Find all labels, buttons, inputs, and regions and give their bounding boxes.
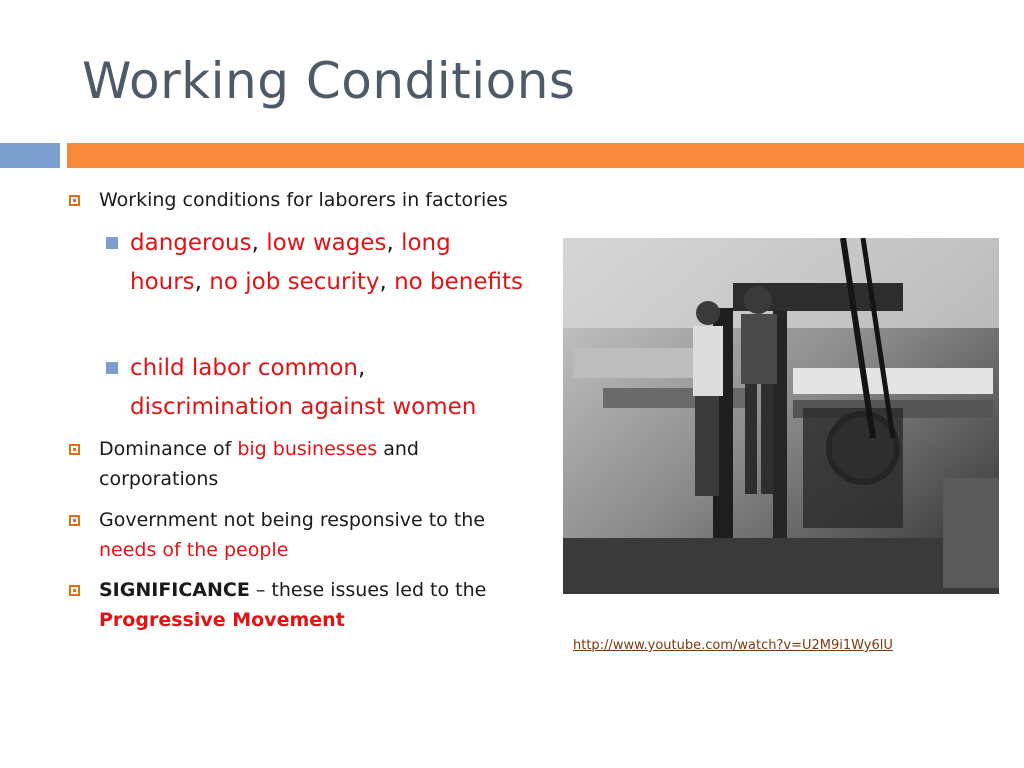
seg: Government not being responsive to the bbox=[99, 509, 486, 531]
square-bullet-icon bbox=[69, 195, 80, 206]
accent-bar-blue bbox=[0, 143, 60, 168]
seg: needs of the people bbox=[99, 539, 289, 561]
square-bullet-icon bbox=[69, 515, 80, 526]
square-bullet-icon bbox=[69, 585, 80, 596]
seg: , bbox=[251, 230, 267, 256]
seg: , bbox=[358, 355, 366, 381]
seg: dangerous bbox=[130, 230, 252, 256]
seg: SIGNIFICANCE bbox=[99, 579, 250, 601]
seg: , bbox=[386, 230, 402, 256]
seg: no benefits bbox=[394, 269, 524, 295]
seg: Dominance of bbox=[99, 438, 238, 460]
bullet-text: Working conditions for laborers in factories bbox=[99, 189, 508, 211]
seg: child labor common bbox=[130, 355, 359, 381]
seg: low wages bbox=[266, 230, 387, 256]
seg: Progressive Movement bbox=[99, 609, 345, 631]
square-bullet-icon bbox=[106, 362, 118, 374]
bullet-government bbox=[99, 505, 519, 565]
seg: discrimination against women bbox=[130, 394, 477, 420]
seg: , bbox=[379, 269, 395, 295]
seg: long hours bbox=[130, 230, 451, 295]
slide-title: Working Conditions bbox=[82, 52, 576, 110]
seg: – these issues led to the bbox=[249, 579, 487, 601]
youtube-link[interactable]: http://www.youtube.com/watch?v=U2M9i1Wy6lU bbox=[573, 638, 893, 653]
sub-bullet-conditions-list bbox=[130, 224, 530, 302]
bullet-working-conditions bbox=[99, 185, 559, 215]
accent-bar-orange bbox=[67, 143, 1024, 168]
bullet-dominance bbox=[99, 434, 479, 494]
sub-bullet-child-labor bbox=[130, 349, 530, 427]
bullet-significance bbox=[99, 575, 519, 635]
seg: no job security bbox=[209, 269, 380, 295]
seg: , bbox=[194, 269, 210, 295]
seg: and corporations bbox=[99, 438, 419, 490]
factory-child-labor-photo bbox=[563, 238, 999, 594]
square-bullet-icon bbox=[69, 444, 80, 455]
seg: big businesses bbox=[237, 438, 378, 460]
square-bullet-icon bbox=[106, 237, 118, 249]
